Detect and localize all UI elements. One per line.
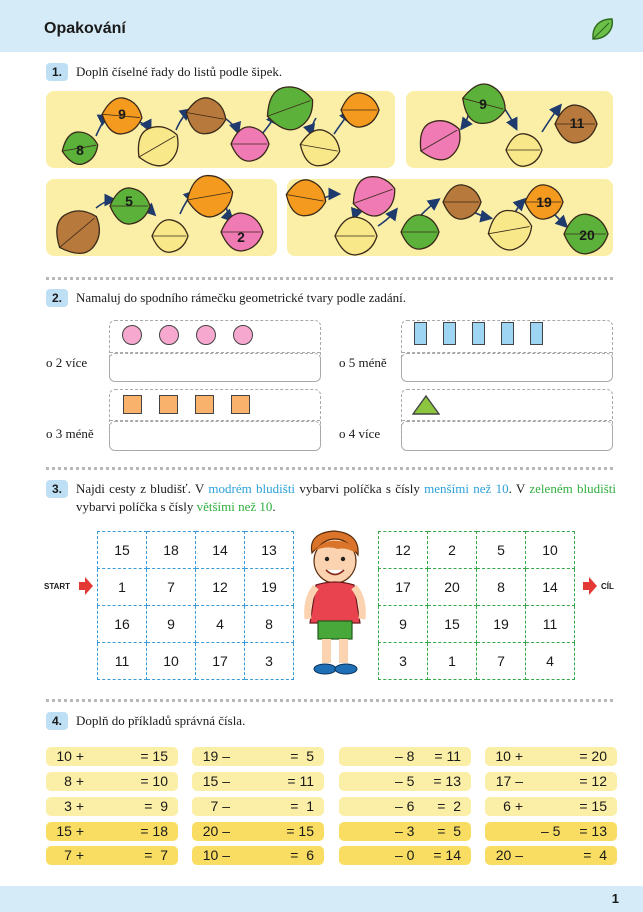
maze-cell[interactable]: 2 (428, 532, 477, 569)
math-task[interactable] (192, 772, 324, 791)
task-result-part: = 6 (290, 847, 314, 863)
square-icon (123, 395, 142, 414)
task-middle-part: – 8 (395, 748, 415, 764)
maze-cell[interactable]: 4 (196, 606, 245, 643)
page-number: 1 (611, 891, 619, 906)
maze-cell[interactable]: 8 (245, 606, 294, 643)
task-result-part: = 12 (579, 773, 607, 789)
math-task[interactable] (485, 797, 617, 816)
maze-cell[interactable]: 11 (98, 643, 147, 680)
maze-row (379, 643, 575, 680)
maze-cell[interactable]: 14 (526, 569, 575, 606)
task-left-part: 10 + (495, 748, 523, 764)
task-result-part: = 5 (437, 823, 461, 839)
math-task[interactable] (192, 846, 324, 865)
leaf-number: 9 (118, 106, 126, 122)
task-result-part: = 9 (144, 798, 168, 814)
maze-cell[interactable]: 15 (428, 606, 477, 643)
task-result-part: = 7 (144, 847, 168, 863)
maze-row (379, 569, 575, 606)
text-part: vybarvi políčka s čísly (76, 499, 197, 514)
triangle-icon (412, 395, 440, 415)
square-icon (231, 395, 250, 414)
maze-cell[interactable]: 19 (245, 569, 294, 606)
rectangle-icon (414, 322, 427, 345)
blue-maze-phrase: modrém bludišti (208, 481, 296, 496)
task-result-part: = 11 (434, 748, 461, 764)
text-part: . V (508, 481, 530, 496)
maze-cell[interactable]: 10 (147, 643, 196, 680)
end-label: CÍL (601, 582, 614, 591)
math-task[interactable] (485, 772, 617, 791)
maze-cell[interactable]: 19 (477, 606, 526, 643)
maze-cell[interactable]: 18 (147, 532, 196, 569)
task-result-part: = 15 (140, 748, 168, 764)
task-middle-part: – 3 (395, 823, 415, 839)
task-result-part: = 1 (290, 798, 314, 814)
task-result-part: = 13 (579, 823, 607, 839)
task-middle-part: – 5 (541, 823, 561, 839)
task-middle-part: – 6 (395, 798, 415, 814)
maze-row (379, 532, 575, 569)
rectangle-icon (530, 322, 543, 345)
leaf-number: 9 (479, 96, 487, 112)
less-phrase: menšími než 10 (424, 481, 509, 496)
task-left-part: 19 – (202, 748, 230, 764)
task-left-part: 17 – (495, 773, 523, 789)
task-left-part: 8 + (64, 773, 84, 789)
maze-cell[interactable]: 12 (379, 532, 428, 569)
rectangle-icon (501, 322, 514, 345)
task-middle-part: – 5 (395, 773, 415, 789)
task-left-part: 10 – (202, 847, 230, 863)
green-maze (378, 531, 575, 680)
task-left-part: 3 + (64, 798, 84, 814)
maze-cell[interactable]: 17 (196, 643, 245, 680)
shape-answer-area[interactable] (401, 353, 613, 382)
leaf-number: 11 (569, 115, 585, 131)
shape-task-label: o 2 více (46, 355, 88, 370)
task-left-part: 15 – (202, 773, 230, 789)
math-task[interactable] (192, 822, 324, 841)
maze-row (98, 569, 294, 606)
green-maze-phrase: zeleném bludišti (529, 481, 617, 496)
task-left-part: 7 – (210, 798, 230, 814)
maze-cell[interactable]: 3 (245, 643, 294, 680)
circle-icon (196, 325, 216, 345)
math-task[interactable] (46, 846, 178, 865)
math-task[interactable] (46, 747, 178, 766)
separator (46, 467, 613, 470)
math-task[interactable] (339, 772, 471, 791)
task-result-part: = 13 (433, 773, 461, 789)
shape-answer-area[interactable] (401, 421, 613, 451)
boy-illustration (298, 527, 374, 679)
exercise-2-instruction: Namaluj do spodního rámečku geometrické tvary podle zadání. (76, 290, 406, 305)
shape-task-label: o 3 méně (46, 426, 94, 441)
maze-cell[interactable]: 5 (477, 532, 526, 569)
task-result-part: = 2 (437, 798, 461, 814)
maze-cell[interactable]: 7 (477, 643, 526, 680)
page-footer (0, 886, 643, 912)
text-part: Najdi cesty z bludišť. V (76, 481, 209, 496)
exercise-4-instruction: Doplň do příkladů správná čísla. (76, 713, 246, 728)
rectangle-icon (443, 322, 456, 345)
maze-cell[interactable]: 9 (147, 606, 196, 643)
exercise-1-number: 1. (46, 63, 68, 81)
math-task[interactable] (485, 747, 617, 766)
maze-cell[interactable]: 1 (98, 569, 147, 606)
exercise-1-instruction: Doplň číselné řady do listů podle šipek. (76, 64, 283, 79)
maze-cell[interactable]: 9 (379, 606, 428, 643)
task-left-part: 20 – (202, 823, 230, 839)
rectangle-icon (472, 322, 485, 345)
exercise-3-number: 3. (46, 480, 68, 498)
maze-cell[interactable]: 8 (477, 569, 526, 606)
task-result-part: = 15 (579, 798, 607, 814)
maze-cell[interactable]: 1 (428, 643, 477, 680)
maze-cell[interactable]: 17 (379, 569, 428, 606)
maze-row (98, 643, 294, 680)
task-middle-part: – 0 (395, 847, 415, 863)
exercise-3-instruction (76, 480, 616, 516)
task-left-part: 10 + (56, 748, 84, 764)
maze-cell[interactable]: 11 (526, 606, 575, 643)
task-left-part: 15 + (56, 823, 84, 839)
task-left-part: 7 + (64, 847, 84, 863)
text-part: vybarvi políčka s čísly (295, 481, 425, 496)
task-result-part: = 14 (433, 847, 461, 863)
math-task[interactable] (485, 822, 617, 841)
leaf-number: 19 (536, 194, 552, 210)
shape-task-label: o 5 méně (339, 355, 387, 370)
math-task[interactable] (339, 846, 471, 865)
task-result-part: = 4 (583, 847, 607, 863)
circle-icon (159, 325, 179, 345)
math-task[interactable] (46, 797, 178, 816)
math-task[interactable] (46, 822, 178, 841)
shape-answer-area[interactable] (109, 421, 321, 451)
leaf-number: 8 (76, 142, 84, 158)
math-task[interactable] (192, 747, 324, 766)
separator (46, 277, 613, 280)
blue-maze (97, 531, 294, 680)
maze-cell[interactable]: 12 (196, 569, 245, 606)
task-left-part: 6 + (503, 798, 523, 814)
circle-icon (122, 325, 142, 345)
maze-cell[interactable]: 15 (98, 532, 147, 569)
math-task[interactable] (485, 846, 617, 865)
maze-cell[interactable]: 3 (379, 643, 428, 680)
shape-answer-area[interactable] (109, 353, 321, 382)
leaf-number: 20 (579, 227, 595, 243)
maze-cell[interactable]: 7 (147, 569, 196, 606)
end-arrow-icon (583, 577, 597, 595)
leaf-sequences (0, 0, 643, 270)
math-task[interactable] (339, 747, 471, 766)
exercise-2-number: 2. (46, 289, 68, 307)
page-title: Opakování (44, 20, 126, 37)
leaf-number: 5 (125, 193, 133, 209)
task-result-part: = 15 (286, 823, 314, 839)
task-result-part: = 5 (290, 748, 314, 764)
leaf-number: 2 (237, 229, 245, 245)
maze-row (98, 532, 294, 569)
math-task[interactable] (192, 797, 324, 816)
maze-cell[interactable]: 14 (196, 532, 245, 569)
math-task[interactable] (339, 797, 471, 816)
math-task[interactable] (339, 822, 471, 841)
greater-phrase: většími než 10 (196, 499, 273, 514)
square-icon (159, 395, 178, 414)
task-result-part: = 10 (140, 773, 168, 789)
maze-cell[interactable]: 10 (526, 532, 575, 569)
task-result-part: = 20 (579, 748, 607, 764)
task-result-part: = 11 (287, 773, 314, 789)
maze-cell[interactable]: 4 (526, 643, 575, 680)
math-task[interactable] (46, 772, 178, 791)
maze-cell[interactable]: 16 (98, 606, 147, 643)
maze-row (379, 606, 575, 643)
text-part: . (272, 499, 276, 514)
maze-row (98, 606, 294, 643)
square-icon (195, 395, 214, 414)
task-left-part: 20 – (495, 847, 523, 863)
start-label: START (44, 582, 71, 591)
start-arrow-icon (79, 577, 93, 595)
task-result-part: = 18 (140, 823, 168, 839)
shape-task-label: o 4 více (339, 426, 381, 441)
separator (46, 699, 613, 702)
circle-icon (233, 325, 253, 345)
maze-cell[interactable]: 13 (245, 532, 294, 569)
exercise-4-number: 4. (46, 712, 68, 730)
maze-cell[interactable]: 20 (428, 569, 477, 606)
